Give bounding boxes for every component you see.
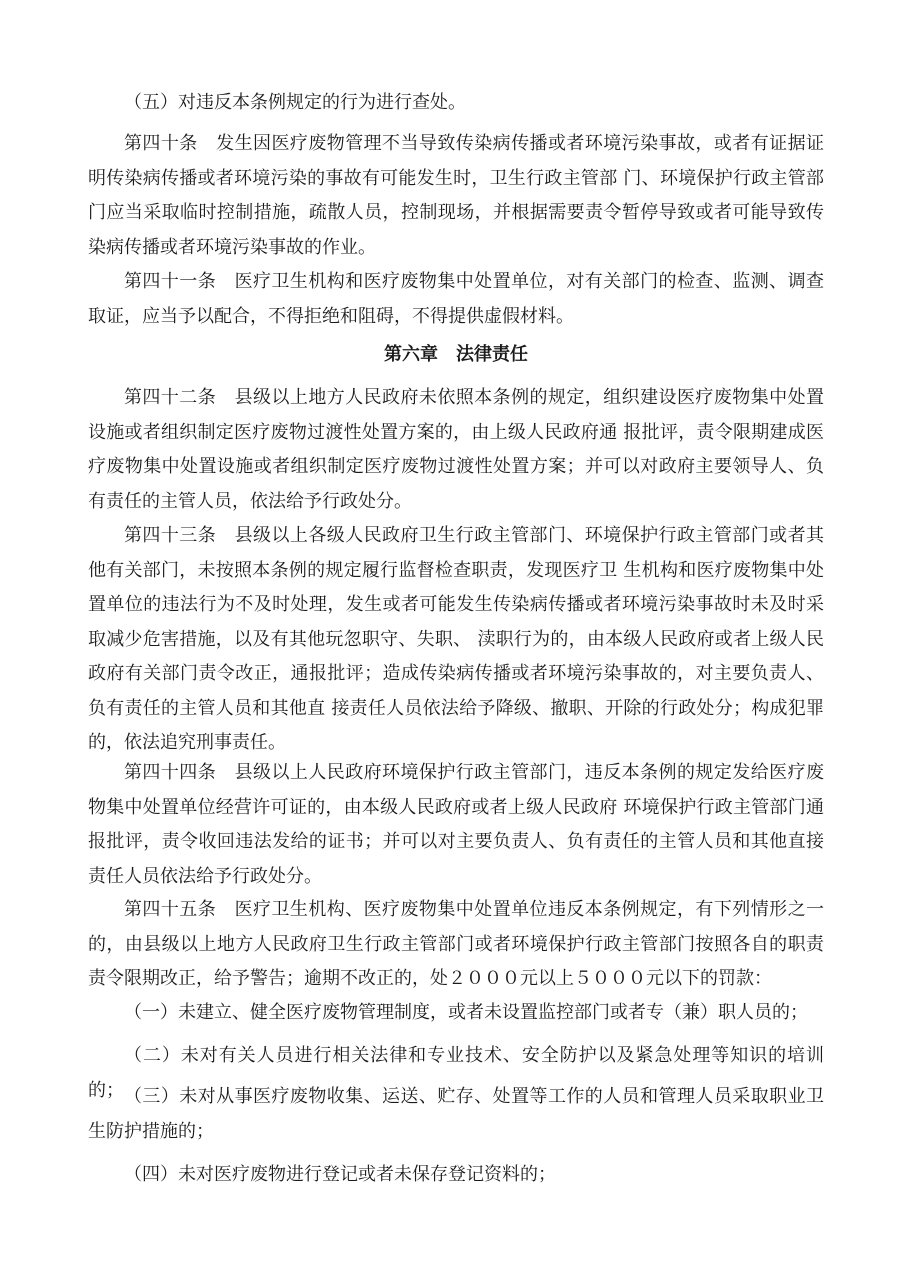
chapter-heading: 第六章 法律责任 [384, 344, 528, 365]
article-43: 第四十三条 县级以上各级人民政府卫生行政主管部门、环境保护行政主管部门或者其他有关部门，未按照本条例的规定履行监督检查职责，发现医疗卫 生机构和医疗废物集中处置单位的违法行为不及时处理，发生或者可能发生传染病传播或者环境污染事故时未及时采取减少危害措施，以及有其他玩忽职守、失职、 渎职行为的，由本级人民政府或者上级人民政府有关部门责令改正，通报批评；造成传染病传播或者环境污染事故的，对主要负责人、负有责任的主管人员和其他直 接责任人员依法给予降级、撤职、开除的行政处分；构成犯罪的，依法追究刑事责任。 [88, 525, 824, 753]
article-45-item-3: （三）未对从事医疗废物收集、运送、贮存、处置等工作的人员和管理人员采取职业卫生防护措施的； [88, 1086, 824, 1142]
article-45: 第四十五条 医疗卫生机构、医疗废物集中处置单位违反本条例规定，有下列情形之一的，由县级以上地方人民政府卫生行政主管部门或者环境保护行政主管部门按照各自的职责责令限期改正，给予警告；逾期不改正的，处２０００元以上５０００元以下的罚款： [88, 899, 824, 989]
article-40: 第四十条 发生因医疗废物管理不当导致传染病传播或者环境污染事故，或者有证据证明传染病传播或者环境污染的事故有可能发生时，卫生行政主管部 门、环境保护行政主管部门应当采取临时控制措施，疏散人员，控制现场，并根据需要责令暂停导致或者可能导致传染病传播或者环境污染事故的作业。 [88, 133, 824, 258]
article-45-item-4: （四）未对医疗废物进行登记或者未保存登记资料的； [124, 1164, 556, 1185]
article-45-item-1: （一）未建立、健全医疗废物管理制度，或者未设置监控部门或者专（兼）职人员的； [124, 1002, 808, 1023]
article-45-item-2: （二）未对有关人员进行相关法律和专业技术、安全防护以及紧急处理等知识的培训的； [88, 1045, 824, 1101]
article-39-item-5: （五）对违反本条例规定的行为进行查处。 [124, 92, 466, 113]
article-44: 第四十四条 县级以上人民政府环境保护行政主管部门，违反本条例的规定发给医疗废物集中处置单位经营许可证的，由本级人民政府或者上级人民政府 环境保护行政主管部门通报批评，责令收回违法发给的证书；并可以对主要负责人、负有责任的主管人员和其他直接责任人员依法给予行政处分。 [88, 762, 824, 887]
article-42: 第四十二条 县级以上地方人民政府未依照本条例的规定，组织建设医疗废物集中处置设施或者组织制定医疗废物过渡性处置方案的，由上级人民政府通 报批评，责令限期建成医疗废物集中处置设施或者组织制定医疗废物过渡性处置方案；并可以对政府主要领导人、负有责任的主管人员，依法给予行政处分。 [88, 387, 824, 512]
article-41: 第四十一条 医疗卫生机构和医疗废物集中处置单位，对有关部门的检查、监测、调查取证，应当予以配合，不得拒绝和阻碍，不得提供虚假材料。 [88, 271, 824, 327]
